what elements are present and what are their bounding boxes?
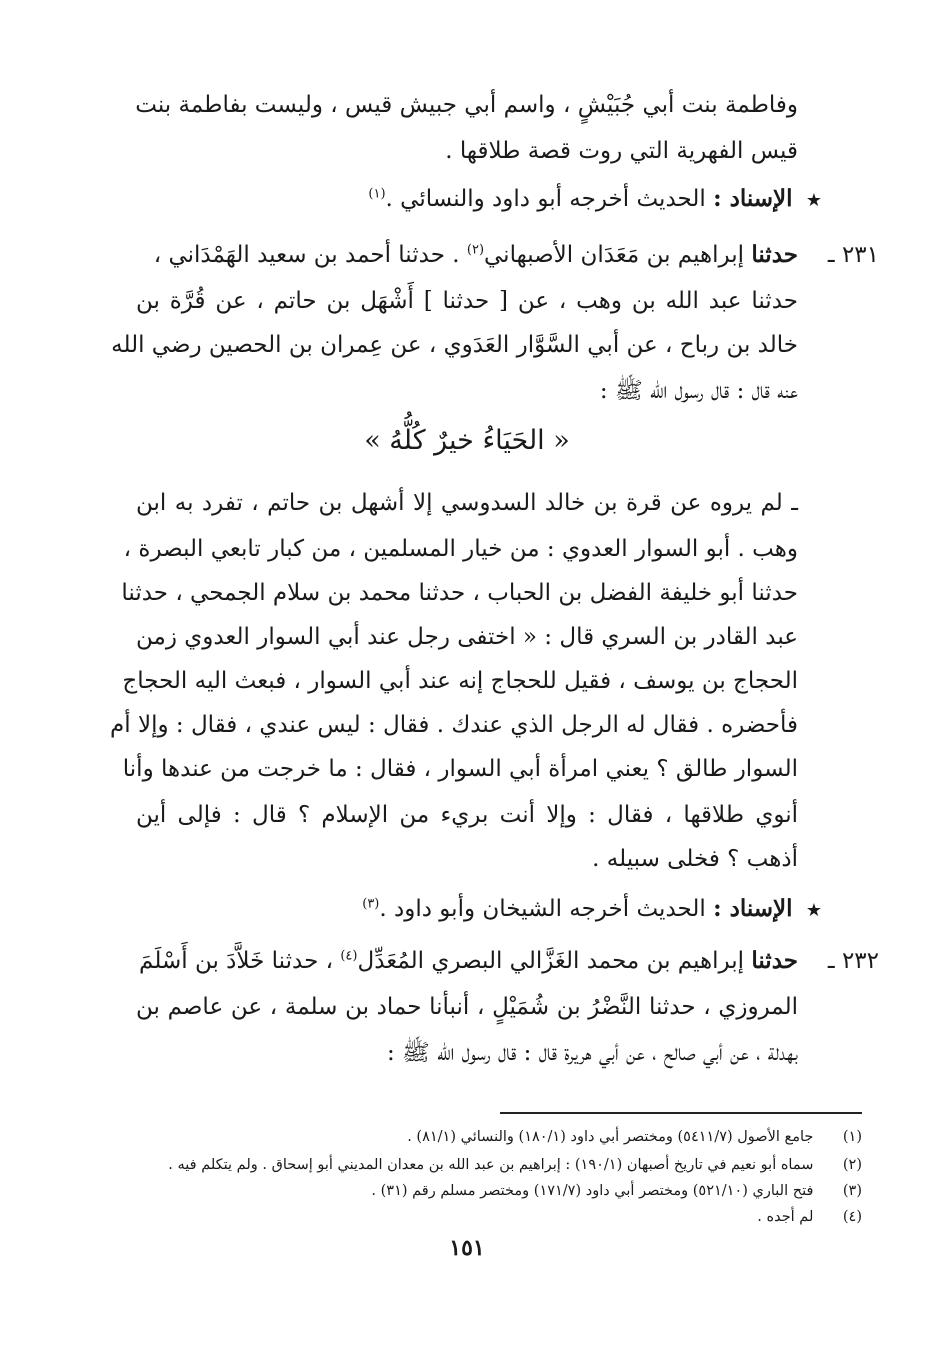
footnote-number: (٢) [842, 1157, 862, 1173]
entry-first-line [136, 240, 798, 270]
footnote-ref: (٣) [362, 896, 380, 912]
footnote-text: لم أجده . [757, 1209, 814, 1225]
footnote-text: جامع الأصول (٥٤١١/٧) ومختصر أبي داود (١٨٠/١) والنسائي (٨١/١) . [407, 1129, 814, 1145]
commentary-line: ـ لم يروه عن قرة بن خالد السدوسي إلا أشهل بن حاتم ، تفرد به ابن [136, 490, 798, 516]
footnote-ref: (٢) [466, 242, 485, 258]
footnote-ref: (١) [368, 186, 386, 202]
body-line: خالد بن رباح ، عن أبي السَّوَّار العَدَوي ، عن عِمران بن الحصين رضي الله [111, 332, 798, 358]
footnote [407, 1126, 862, 1148]
footnote-number: (٤) [842, 1209, 862, 1225]
body-line: حدثنا عبد الله بن وهب ، عن [ حدثنا ] أَشْهَل بن حاتم ، عن قُرَّة بن [136, 288, 798, 314]
isnad-label: الإسناد : [713, 185, 793, 212]
star-icon: ★ [805, 190, 822, 211]
entry-text: . حدثنا أحمد بن سعيد الهَمْدَاني ، [153, 242, 460, 268]
entry-lead: حدثنا [751, 241, 798, 268]
star-icon: ★ [805, 900, 822, 921]
hadith-text: « الحَيَاءُ خيرٌ كُلُّهُ » [364, 425, 570, 456]
commentary-line: السوار طالق ؟ يعني امرأة أبي السوار ، فقال : ما خرجت من عندها وأنا [122, 756, 798, 782]
commentary-line: فأحضره . فقال له الرجل الذي عندك . فقال : ليس عندي ، فقال : وإلا أم [110, 712, 798, 738]
commentary-line: أذهب ؟ فخلى سبيله . [592, 846, 798, 872]
commentary-line: حدثنا أبو خليفة الفضل بن الحباب ، حدثنا محمد بن سلام الجمحي ، حدثنا [121, 580, 798, 606]
isnad-text: الحديث أخرجه الشيخان وأبو داود . [379, 896, 706, 922]
narrator-name: إبراهيم بن مَعَدَان الأصبهاني [484, 242, 745, 268]
commentary-line: وهب . أبو السوار العدوي : من خيار المسلمين ، من كبار تابعي البصرة ، [123, 536, 798, 562]
footnote-divider [500, 1112, 862, 1114]
commentary-line: عبد القادر بن السري قال : « اختفى رجل عند أبي السوار العدوي زمن [136, 624, 798, 650]
footnote [757, 1206, 862, 1228]
body-line: بهدلة ، عن أبي صالح ، عن أبي هريرة قال : قال رسول الله ﷺ : [386, 1040, 798, 1066]
footnote [168, 1154, 862, 1176]
body-line: عنه قال : قال رسول الله ﷺ : [599, 378, 798, 404]
body-line: وفاطمة بنت أبي جُبَيْشٍ ، واسم أبي جبيش قيس ، وليست بفاطمة بنت [135, 92, 798, 118]
footnote-ref: (٤) [340, 948, 358, 964]
footnote-number: (١) [842, 1129, 862, 1145]
entry-first-line [136, 946, 798, 976]
body-line: المروزي ، حدثنا النَّضْرُ بن شُمَيْلٍ ، أنبأنا حماد بن سلمة ، عن عاصم بن [136, 994, 798, 1020]
isnad-label: الإسناد : [713, 895, 793, 922]
entry-text: ، حدثنا خَلاَّدَ بن أَسْلَمَ [139, 948, 334, 974]
commentary-line: الحجاج بن يوسف ، فقيل للحجاج إنه عند أبي السوار ، فبعث اليه الحجاج [122, 668, 798, 694]
footnote-text: سماه أبو نعيم في تاريخ أصبهان (١٩٠/١) : إبراهيم بن عبد الله بن معدان المديني أبو إسحاق . ولم يتكلم فيه . [168, 1157, 814, 1173]
isnad-note [160, 894, 822, 926]
hadith-number: ٢٣٢ ـ [827, 948, 879, 974]
commentary-line: أنوي طلاقها ، فقال : وإلا أنت بريء من الإسلام ؟ قال : فإلى أين [136, 802, 798, 828]
page-number: ١٥١ [449, 1235, 485, 1261]
hadith-number: ٢٣١ ـ [827, 242, 879, 268]
footnote-text: فتح الباري (٥٢١/١٠) ومختصر أبي داود (١٧١/٧) ومختصر مسلم رقم (٣١) . [371, 1183, 814, 1199]
footnote-number: (٣) [842, 1183, 862, 1199]
body-line: قيس الفهرية التي روت قصة طلاقها . [445, 138, 798, 164]
footnote [371, 1180, 862, 1202]
entry-lead: حدثنا [751, 947, 798, 974]
isnad-note [160, 184, 822, 216]
isnad-text: الحديث أخرجه أبو داود والنسائي . [385, 186, 706, 212]
narrator-name: إبراهيم بن محمد الغَزَّالي البصري المُعَدِّل [357, 948, 745, 974]
